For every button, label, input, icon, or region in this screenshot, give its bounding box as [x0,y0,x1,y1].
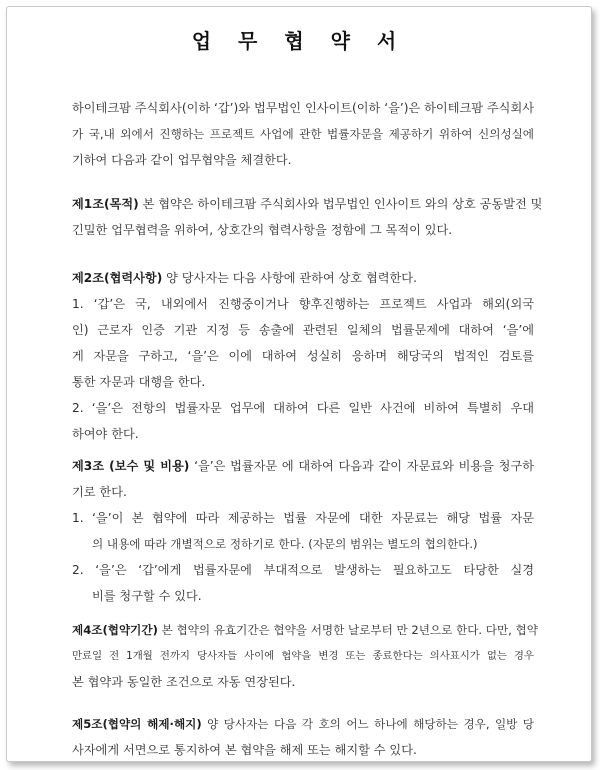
article-2 [72,265,534,447]
document-page [6,6,592,762]
article-line: 만료일 전 1개월 전까지 당사자들 사이에 협약을 변경 또는 종료한다는 의사표시가 없는 경우 [72,650,534,662]
article-line: 게 자문을 구하고, ‘을’은 이에 대하여 성실히 응하며 해당국의 법적인 검토를 [72,349,534,363]
article-heading: 제1조(목적) [72,197,139,211]
intro-line: 기하여 다음과 같이 업무협약을 체결한다. [72,153,292,167]
intro-line: 가 국,내 외에서 진행하는 프로젝트 사업에 관한 법률자문을 제공하기 위하여 신의성실에 [72,127,534,141]
article-text: ‘을’은 법률자문 에 대하여 다음과 같이 자문료와 비용을 청구하 [189,459,534,473]
article-line: 통한 자문과 대행을 한다. [72,375,206,389]
article-5 [72,711,534,762]
article-heading: 제2조(협력사항) [72,271,163,285]
article-4 [72,617,538,695]
article-text: 본 협약의 유효기간은 협약을 서명한 날로부터 만 2년으로 한다. 다만, 협약 [157,623,538,637]
article-heading: 제3조 (보수 및 비용) [72,459,190,473]
article-text: 본 협약은 하이테크팜 주식회사와 법무법인 인사이트 와의 상호 공동발전 및 [138,197,543,211]
article-line [72,711,534,737]
article-line: 사자에게 서면으로 통지하여 본 협약을 해제 또는 해지할 수 있다. [72,743,417,757]
article-line [72,617,538,643]
article-heading: 제4조(협약기간) [72,623,158,637]
article-1 [72,191,543,243]
article-line: 기로 한다. [72,485,127,499]
article-line: 2. ‘을’은 전항의 법률자문 업무에 대하여 다른 일반 사건에 비하여 특별히 우대 [72,401,534,415]
article-text: 양 당사자는 다음 각 호의 어느 하나에 해당하는 경우, 일방 당 [201,717,535,731]
document-title: 업 무 협 약 서 [191,29,407,53]
article-line: 본 협약과 동일한 조건으로 자동 연장된다. [72,675,296,689]
article-line: 비를 청구할 수 있다. [92,589,202,603]
article-line: 2. ‘을’은 ‘갑’에게 법률자문에 부대적으로 발생하는 필요하고도 타당한 실경 [72,563,534,577]
article-3 [72,453,534,609]
intro-line: 하이테크팜 주식회사(이하 ‘갑’)와 법무법인 인사이트(이하 ‘을’)은 하이테크팜 주식회사 [72,101,534,115]
article-line: 인) 근로자 인증 기관 지정 등 송출에 관련된 일체의 법률문제에 대하여 ‘을’에 [72,323,534,337]
article-line [72,191,543,217]
article-line [72,453,534,479]
article-line: 1. ‘갑’은 국, 내외에서 진행중이거나 향후진행하는 프로젝트 사업과 해외(외국 [72,297,534,311]
article-line: 하여야 한다. [72,427,139,441]
article-line [72,265,534,291]
article-line: 긴밀한 업무협력을 위하여, 상호간의 협력사항을 정함에 그 목적이 있다. [72,223,453,237]
article-line: 1. ‘을’이 본 협약에 따라 제공하는 법률 자문에 대한 자문료는 해당 법률 자문 [72,511,534,525]
intro-paragraph [72,95,534,173]
article-line: 의 내용에 따라 개별적으로 정하기로 한다. (자문의 범위는 별도의 협의한다.) [92,537,478,551]
article-heading: 제5조(협약의 해제·해지) [72,717,202,731]
article-text: 양 당사자는 다음 사항에 관하여 상호 협력한다. [162,271,417,285]
